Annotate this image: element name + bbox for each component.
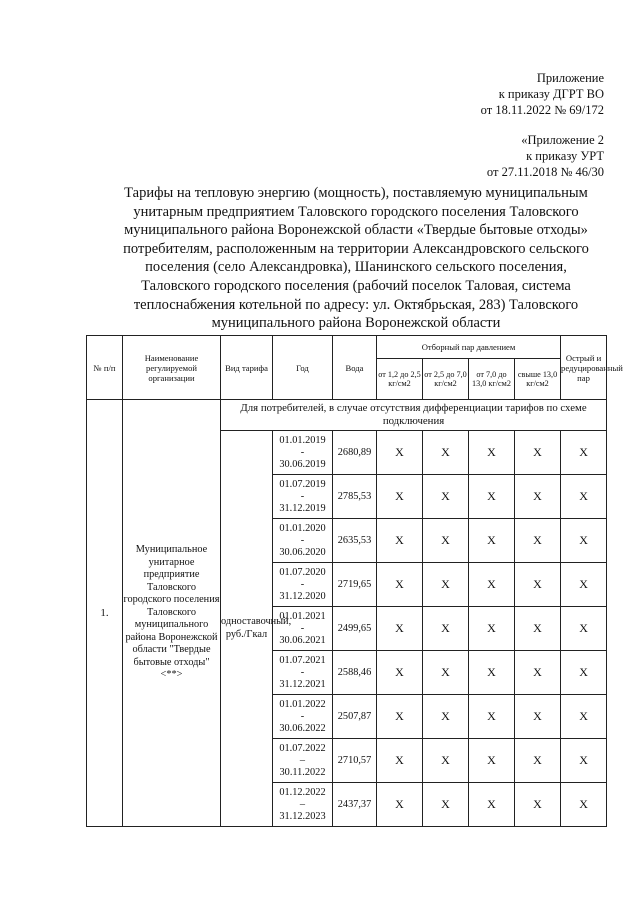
period-from: 01.07.2019 bbox=[279, 478, 326, 490]
period-sep: - bbox=[300, 534, 305, 546]
period-cell bbox=[273, 475, 333, 519]
water-price: 2710,57 bbox=[333, 739, 377, 783]
period-sep: – bbox=[299, 754, 306, 766]
not-applicable-mark: X bbox=[469, 739, 515, 783]
tariff-type: одноставочный, руб./Гкал bbox=[221, 431, 273, 827]
not-applicable-mark: X bbox=[561, 607, 607, 651]
period-from: 01.01.2021 bbox=[279, 610, 326, 622]
period-cell bbox=[273, 739, 333, 783]
period-cell bbox=[273, 519, 333, 563]
period-cell bbox=[273, 783, 333, 827]
section-row bbox=[87, 400, 607, 431]
header-tariff-type: Вид тарифа bbox=[221, 336, 273, 400]
not-applicable-mark: X bbox=[561, 695, 607, 739]
appendix-line: от 27.11.2018 № 46/30 bbox=[486, 165, 604, 179]
header-steam-2: от 2,5 до 7,0 кг/см2 bbox=[423, 359, 469, 400]
row-number: 1. bbox=[87, 400, 123, 827]
not-applicable-mark: X bbox=[561, 519, 607, 563]
appendix-line: от 18.11.2022 № 69/172 bbox=[480, 103, 604, 117]
header-year: Год bbox=[273, 336, 333, 400]
not-applicable-mark: X bbox=[423, 651, 469, 695]
period-to: 31.12.2021 bbox=[279, 678, 326, 690]
not-applicable-mark: X bbox=[561, 431, 607, 475]
not-applicable-mark: X bbox=[515, 695, 561, 739]
header-water: Вода bbox=[333, 336, 377, 400]
period-from: 01.01.2019 bbox=[279, 434, 326, 446]
period-to: 30.06.2022 bbox=[279, 722, 326, 734]
not-applicable-mark: X bbox=[377, 695, 423, 739]
not-applicable-mark: X bbox=[377, 607, 423, 651]
period-to: 30.11.2022 bbox=[279, 766, 326, 778]
not-applicable-mark: X bbox=[469, 519, 515, 563]
period-to: 30.06.2019 bbox=[279, 458, 326, 470]
not-applicable-mark: X bbox=[515, 519, 561, 563]
period-sep: - bbox=[300, 622, 305, 634]
appendix-line: к приказу УРТ bbox=[526, 149, 604, 163]
not-applicable-mark: X bbox=[423, 783, 469, 827]
period-from: 01.01.2020 bbox=[279, 522, 326, 534]
not-applicable-mark: X bbox=[377, 431, 423, 475]
period-sep: - bbox=[300, 446, 305, 458]
period-to: 30.06.2020 bbox=[279, 546, 326, 558]
not-applicable-mark: X bbox=[515, 607, 561, 651]
header-row-top bbox=[87, 336, 607, 359]
not-applicable-mark: X bbox=[377, 783, 423, 827]
not-applicable-mark: X bbox=[515, 431, 561, 475]
not-applicable-mark: X bbox=[423, 607, 469, 651]
appendix-line: «Приложение 2 bbox=[521, 133, 604, 147]
appendix-line: Приложение bbox=[536, 71, 604, 85]
period-sep: - bbox=[300, 710, 305, 722]
title-line: Таловского городского поселения (рабочий поселок Таловая, система bbox=[141, 277, 571, 294]
header-organization: Наименование регулируемой организации bbox=[123, 336, 221, 400]
water-price: 2719,65 bbox=[333, 563, 377, 607]
title-line: потребителям, расположенным на территории Александровского сельского bbox=[123, 240, 589, 257]
not-applicable-mark: X bbox=[515, 563, 561, 607]
period-from: 01.07.2020 bbox=[279, 566, 326, 578]
water-price: 2499,65 bbox=[333, 607, 377, 651]
water-price: 2507,87 bbox=[333, 695, 377, 739]
not-applicable-mark: X bbox=[469, 651, 515, 695]
period-cell bbox=[273, 563, 333, 607]
period-to: 31.12.2019 bbox=[279, 502, 326, 514]
not-applicable-mark: X bbox=[469, 607, 515, 651]
period-cell bbox=[273, 651, 333, 695]
header-sharp-steam: Острый и редуцированный пар bbox=[561, 336, 607, 400]
period-to: 31.12.2023 bbox=[279, 810, 326, 822]
header-steam-group: Отборный пар давлением bbox=[377, 336, 561, 359]
water-price: 2680,89 bbox=[333, 431, 377, 475]
period-from: 01.07.2021 bbox=[279, 654, 326, 666]
organization-name: Муниципальное унитарное предприятие Таловского городского поселения Таловского муниципального района Воронежской области "Твердые бытовые отходы" <**> bbox=[123, 400, 221, 827]
period-sep: - bbox=[300, 666, 305, 678]
not-applicable-mark: X bbox=[377, 739, 423, 783]
title-line: теплоснабжения котельной по адресу: ул. Октябрьская, 283) Таловского bbox=[133, 296, 579, 313]
not-applicable-mark: X bbox=[423, 475, 469, 519]
title-line: Тарифы на тепловую энергию (мощность), поставляемую муниципальным bbox=[124, 185, 588, 201]
header-steam-4: свыше 13,0 кг/см2 bbox=[515, 359, 561, 400]
not-applicable-mark: X bbox=[423, 519, 469, 563]
period-cell bbox=[273, 431, 333, 475]
period-to: 31.12.2020 bbox=[279, 590, 326, 602]
not-applicable-mark: X bbox=[469, 695, 515, 739]
header-steam-1: от 1,2 до 2,5 кг/см2 bbox=[377, 359, 423, 400]
header-num: № п/п bbox=[87, 336, 123, 400]
appendix-block-current bbox=[481, 70, 604, 118]
water-price: 2785,53 bbox=[333, 475, 377, 519]
document-title bbox=[86, 184, 626, 333]
not-applicable-mark: X bbox=[515, 651, 561, 695]
not-applicable-mark: X bbox=[469, 475, 515, 519]
not-applicable-mark: X bbox=[377, 475, 423, 519]
water-price: 2635,53 bbox=[333, 519, 377, 563]
not-applicable-mark: X bbox=[469, 431, 515, 475]
period-cell bbox=[273, 607, 333, 651]
not-applicable-mark: X bbox=[423, 563, 469, 607]
not-applicable-mark: X bbox=[423, 739, 469, 783]
not-applicable-mark: X bbox=[469, 783, 515, 827]
not-applicable-mark: X bbox=[469, 563, 515, 607]
title-line: муниципального района Воронежской области «Твердые бытовые отходы» bbox=[124, 222, 588, 239]
period-sep: – bbox=[299, 798, 306, 810]
not-applicable-mark: X bbox=[515, 475, 561, 519]
not-applicable-mark: X bbox=[515, 739, 561, 783]
not-applicable-mark: X bbox=[561, 739, 607, 783]
title-line: муниципального района Воронежской области bbox=[211, 315, 501, 332]
not-applicable-mark: X bbox=[423, 431, 469, 475]
not-applicable-mark: X bbox=[423, 695, 469, 739]
not-applicable-mark: X bbox=[561, 563, 607, 607]
period-from: 01.01.2022 bbox=[279, 698, 326, 710]
not-applicable-mark: X bbox=[561, 651, 607, 695]
not-applicable-mark: X bbox=[561, 475, 607, 519]
title-line: унитарным предприятием Таловского городского поселения Таловского bbox=[133, 203, 579, 220]
period-to: 30.06.2021 bbox=[279, 634, 326, 646]
not-applicable-mark: X bbox=[377, 651, 423, 695]
water-price: 2437,37 bbox=[333, 783, 377, 827]
not-applicable-mark: X bbox=[377, 563, 423, 607]
period-from: 01.12.2022 bbox=[279, 786, 326, 798]
not-applicable-mark: X bbox=[515, 783, 561, 827]
not-applicable-mark: X bbox=[561, 783, 607, 827]
period-sep: - bbox=[300, 490, 305, 502]
not-applicable-mark: X bbox=[377, 519, 423, 563]
tariff-table bbox=[86, 335, 623, 827]
section-label: Для потребителей, в случае отсутствия дифференциации тарифов по схеме подключения bbox=[221, 400, 607, 431]
water-price: 2588,46 bbox=[333, 651, 377, 695]
period-sep: - bbox=[300, 578, 305, 590]
period-from: 01.07.2022 bbox=[279, 742, 326, 754]
appendix-block-original bbox=[487, 132, 604, 180]
header-steam-3: от 7,0 до 13,0 кг/см2 bbox=[469, 359, 515, 400]
appendix-line: к приказу ДГРТ ВО bbox=[498, 87, 604, 101]
title-line: поселения (село Александровка), Шанинского сельского поселения, bbox=[145, 259, 567, 276]
period-cell bbox=[273, 695, 333, 739]
